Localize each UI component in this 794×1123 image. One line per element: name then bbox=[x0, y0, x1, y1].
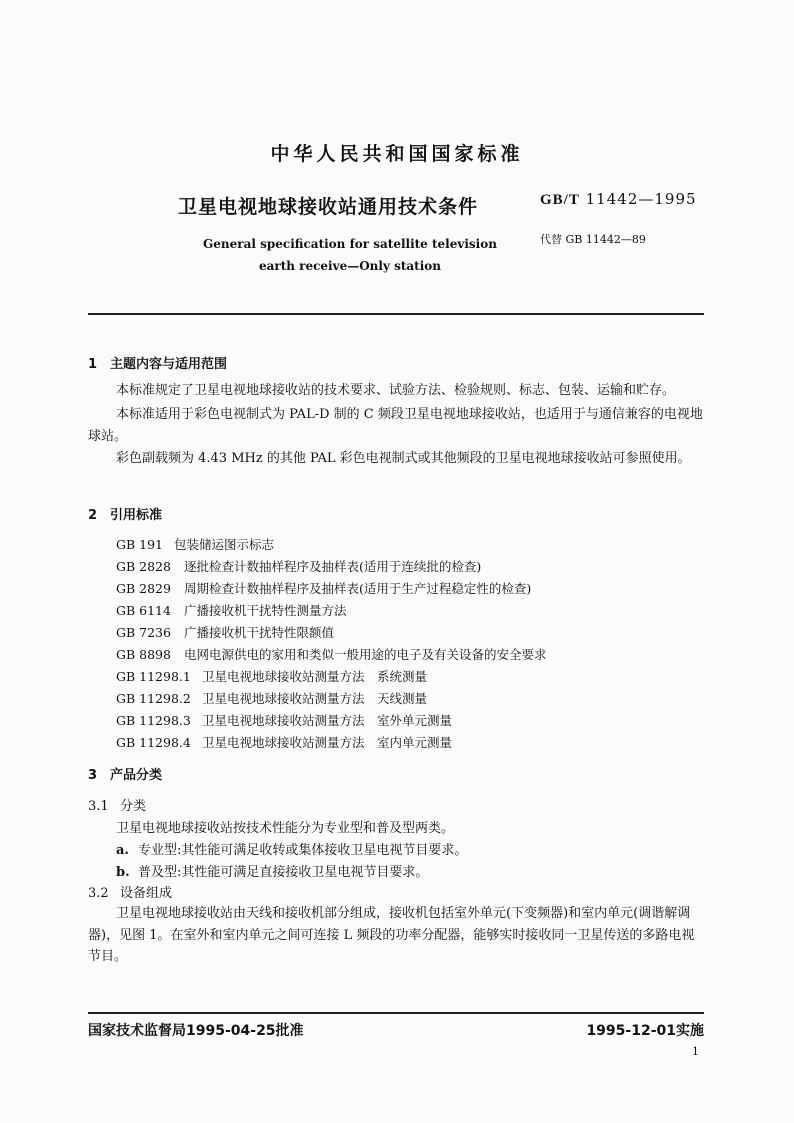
reference-title: 卫星电视地球接收站测量方法 系统测量 bbox=[202, 669, 428, 684]
reference-item bbox=[116, 557, 481, 575]
standard-code bbox=[540, 190, 697, 209]
reference-title: 广播接收机干扰特性测量方法 bbox=[184, 603, 347, 618]
section-number: 3 bbox=[88, 768, 98, 783]
list-marker: b. bbox=[116, 865, 130, 880]
list-marker: a. bbox=[116, 843, 129, 858]
section-2-heading bbox=[88, 504, 162, 523]
section-title: 引用标准 bbox=[110, 508, 163, 523]
subsection-title: 分类 bbox=[120, 799, 147, 814]
section-1-heading bbox=[88, 353, 227, 372]
reference-title: 逐批检查计数抽样程序及抽样表(适用于连续批的检查) bbox=[184, 559, 482, 574]
reference-code: GB 11298.3 bbox=[116, 713, 191, 728]
subsection-3-2-paragraph: 卫星电视地球接收站由天线和接收机部分组成，接收机包括室外单元(下变频器)和室内单元(调谐解调器)，见图 1。在室外和室内单元之间可连接 L 频段的功率分配器，能够实时接收同一卫星传送的多路电视节目。 bbox=[88, 906, 695, 964]
reference-code: GB 11298.4 bbox=[116, 735, 191, 750]
section-title: 主题内容与适用范围 bbox=[110, 357, 228, 372]
reference-item bbox=[116, 601, 347, 619]
header-divider bbox=[88, 313, 704, 315]
reference-code: GB 6114 bbox=[116, 603, 171, 618]
approval-note: 国家技术监督局1995-04-25批准 bbox=[88, 1023, 304, 1039]
section-number: 1 bbox=[88, 357, 98, 372]
subsection-3-1-paragraph: 卫星电视地球接收站按技术性能分为专业型和普及型两类。 bbox=[116, 821, 455, 836]
subsection-title: 设备组成 bbox=[120, 886, 173, 901]
reference-code: GB 7236 bbox=[116, 625, 171, 640]
document-title-cn: 卫星电视地球接收站通用技术条件 bbox=[178, 196, 479, 218]
reference-code: GB 2829 bbox=[116, 581, 171, 596]
reference-item bbox=[116, 623, 334, 641]
reference-title: 卫星电视地球接收站测量方法 室内单元测量 bbox=[202, 735, 453, 750]
section-number: 2 bbox=[88, 508, 98, 523]
list-item-b bbox=[116, 861, 428, 880]
list-text: 专业型:其性能可满足收转或集体接收卫星电视节目要求。 bbox=[138, 843, 468, 858]
reference-item bbox=[116, 645, 547, 663]
reference-code: GB 11298.2 bbox=[116, 691, 191, 706]
reference-title: 周期检查计数抽样程序及抽样表(适用于生产过程稳定性的检查) bbox=[184, 581, 532, 596]
page-number: 1 bbox=[692, 1045, 699, 1058]
reference-title: 电网电源供电的家用和类似一般用途的电子及有关设备的安全要求 bbox=[184, 647, 547, 662]
reference-item bbox=[116, 579, 531, 597]
standard-prefix: GB/T bbox=[540, 192, 580, 208]
replaces-note: 代替 GB 11442—89 bbox=[540, 233, 646, 246]
reference-code: GB 2828 bbox=[116, 559, 171, 574]
reference-code: GB 8898 bbox=[116, 647, 171, 662]
national-standard-heading: 中华人民共和国国家标准 bbox=[270, 143, 524, 165]
section-3-heading bbox=[88, 764, 162, 783]
reference-title: 卫星电视地球接收站测量方法 室外单元测量 bbox=[202, 713, 453, 728]
reference-title: 广播接收机干扰特性限额值 bbox=[184, 625, 335, 640]
section-1-paragraph-1: 本标准规定了卫星电视地球接收站的技术要求、试验方法、检验规则、标志、包装、运输和贮存。 bbox=[116, 383, 676, 398]
standard-number: 11442—1995 bbox=[585, 190, 697, 208]
document-title-en-line2: earth receive—Only station bbox=[258, 259, 442, 273]
section-title: 产品分类 bbox=[110, 768, 163, 783]
list-text: 普及型:其性能可满足直接接收卫星电视节目要求。 bbox=[138, 865, 429, 880]
subsection-number: 3.1 bbox=[88, 799, 109, 814]
list-item-a bbox=[116, 839, 467, 858]
implementation-date: 1995-12-01实施 bbox=[586, 1023, 704, 1039]
reference-title: 包装储运图示标志 bbox=[174, 537, 275, 552]
reference-item bbox=[116, 733, 452, 751]
subsection-3-2-heading bbox=[88, 882, 172, 901]
reference-item bbox=[116, 667, 427, 685]
document-title-en-line1: General specification for satellite television bbox=[203, 237, 497, 251]
reference-item bbox=[116, 689, 427, 707]
subsection-3-1-heading bbox=[88, 795, 146, 814]
reference-title: 卫星电视地球接收站测量方法 天线测量 bbox=[202, 691, 428, 706]
section-1-paragraph-3: 彩色副载频为 4.43 MHz 的其他 PAL 彩色电视制式或其他频段的卫星电视地球接收站可参照使用。 bbox=[116, 451, 691, 466]
subsection-number: 3.2 bbox=[88, 886, 109, 901]
reference-item bbox=[116, 535, 274, 553]
footer-divider bbox=[88, 1012, 704, 1014]
reference-item bbox=[116, 711, 452, 729]
reference-code: GB 191 bbox=[116, 537, 164, 552]
reference-code: GB 11298.1 bbox=[116, 669, 191, 684]
section-1-paragraph-2: 本标准适用于彩色电视制式为 PAL-D 制的 C 频段卫星电视地球接收站，也适用于与通信兼容的电视地球站。 bbox=[88, 407, 703, 444]
